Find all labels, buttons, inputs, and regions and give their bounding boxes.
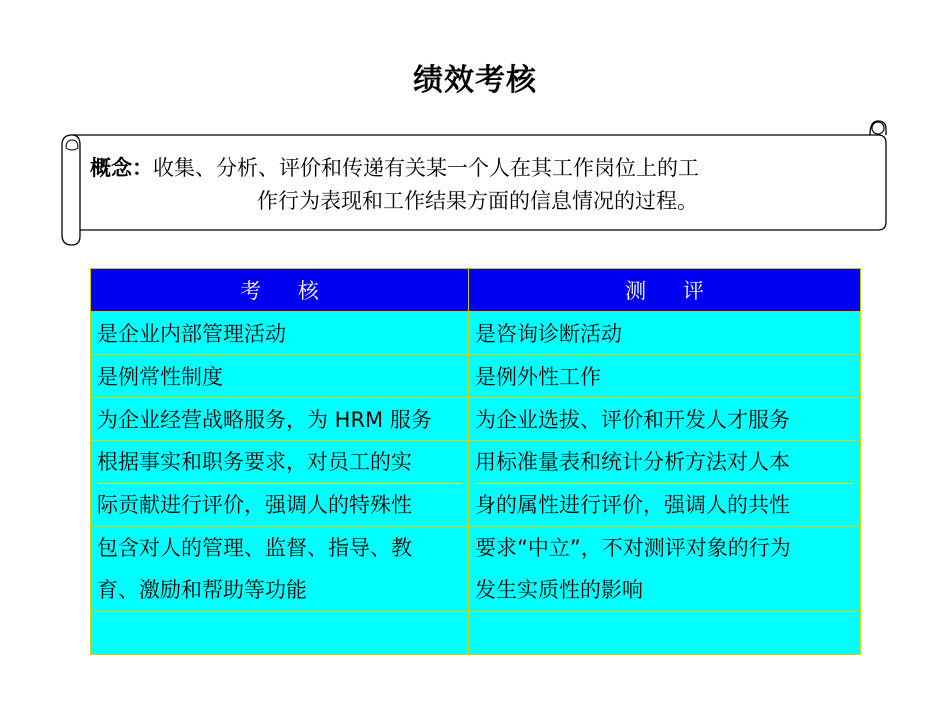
cell-line: 际贡献进行评价，强调人的特殊性 [97,493,412,517]
table-cell: 为企业经营战略服务，为 HRM 服务 [91,398,469,441]
cell-line: 用标准量表和统计分析方法对人本 [475,441,854,484]
table-cell [469,441,861,527]
header-ceping: 测 评 [469,269,861,312]
concept-text-line1: 收集、分析、评价和传递有关某一个人在其工作岗位上的工 [153,156,699,180]
table-cell: 是企业内部管理活动 [91,312,469,355]
table-row [91,612,861,655]
table-row [91,312,861,355]
concept-definition [90,152,870,218]
concept-text-line2: 作行为表现和工作结果方面的信息情况的过程。 [257,189,698,213]
cell-line: 要求“中立”，不对测评对象的行为 [475,536,791,560]
header-kaohe: 考 核 [91,269,469,312]
table-cell [91,527,469,612]
concept-label: 概念： [90,156,153,180]
table-cell: 为企业选拔、评价和开发人才服务 [469,398,861,441]
page-title: 绩效考核 [413,63,537,98]
table-header-row [91,269,861,312]
table-cell: 是咨询诊断活动 [469,312,861,355]
table-cell: 是例常性制度 [91,355,469,398]
table-cell [469,612,861,655]
cell-line: 育、激励和帮助等功能 [97,578,307,602]
table-row [91,527,861,612]
table-row [91,441,861,527]
comparison-table [90,268,861,655]
table-cell [91,612,469,655]
cell-line: 根据事实和职务要求，对员工的实 [97,441,462,484]
cell-line: 包含对人的管理、监督、指导、教 [97,536,412,560]
table-cell: 是例外性工作 [469,355,861,398]
cell-line: 发生实质性的影响 [475,578,643,602]
table-cell [469,527,861,612]
table-cell [91,441,469,527]
table-row [91,398,861,441]
cell-line: 身的属性进行评价，强调人的共性 [475,493,790,517]
table-row [91,355,861,398]
